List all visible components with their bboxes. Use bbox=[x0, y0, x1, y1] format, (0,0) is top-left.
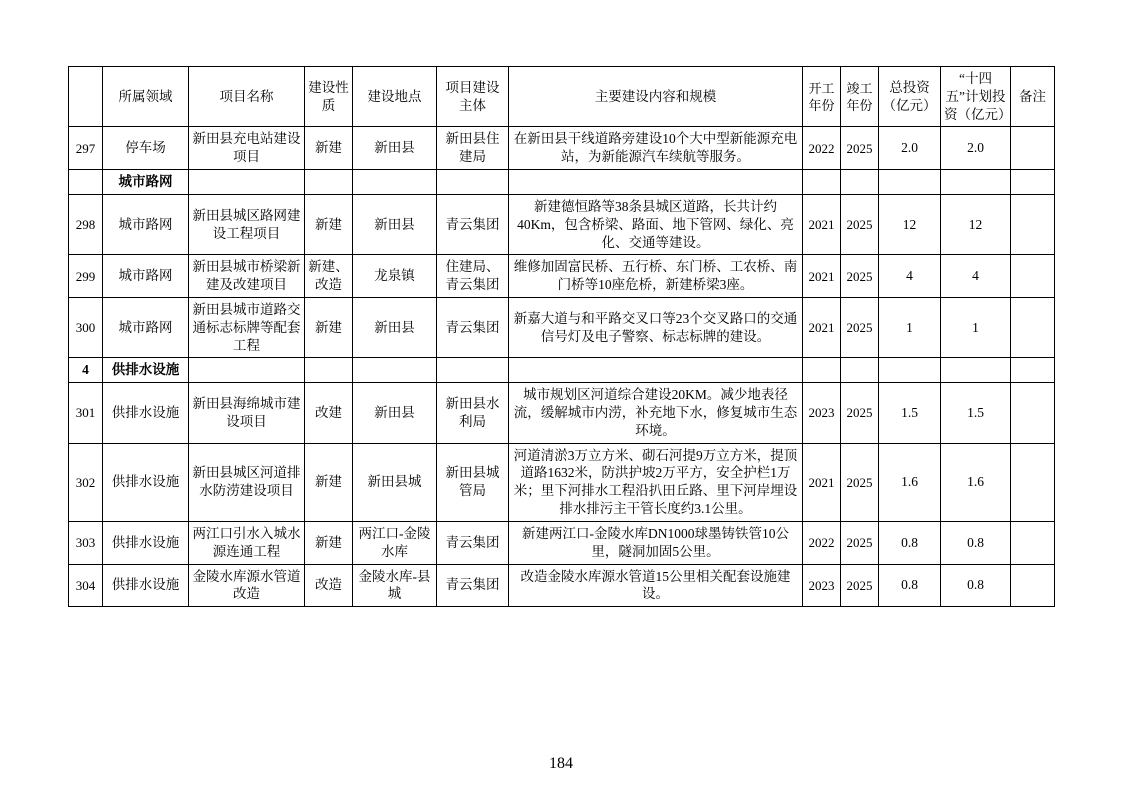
row-subject: 住建局、青云集团 bbox=[437, 255, 509, 298]
header-start-year: 开工年份 bbox=[803, 67, 841, 127]
row-place: 新田县 bbox=[353, 127, 437, 170]
row-remark bbox=[1011, 297, 1055, 357]
table-section-row bbox=[69, 358, 1055, 383]
section-content-blank bbox=[509, 358, 803, 383]
row-nature: 改造 bbox=[305, 564, 353, 607]
row-remark bbox=[1011, 127, 1055, 170]
row-start-year: 2021 bbox=[803, 194, 841, 254]
row-content: 城市规划区河道综合建设20KM。减少地表径流，缓解城市内涝，补充地下水，修复城市生态环境。 bbox=[509, 383, 803, 443]
row-end-year: 2025 bbox=[841, 255, 879, 298]
row-field: 供排水设施 bbox=[103, 564, 189, 607]
row-total-investment: 0.8 bbox=[879, 521, 941, 564]
row-nature: 新建 bbox=[305, 127, 353, 170]
row-plan-investment: 4 bbox=[941, 255, 1011, 298]
header-row bbox=[69, 67, 1055, 127]
row-subject: 青云集团 bbox=[437, 194, 509, 254]
section-label: 供排水设施 bbox=[103, 358, 189, 383]
header-subject: 项目建设主体 bbox=[437, 67, 509, 127]
row-subject: 新田县住建局 bbox=[437, 127, 509, 170]
row-total-investment: 12 bbox=[879, 194, 941, 254]
table-row bbox=[69, 194, 1055, 254]
row-start-year: 2023 bbox=[803, 383, 841, 443]
row-start-year: 2022 bbox=[803, 521, 841, 564]
row-nature: 新建 bbox=[305, 521, 353, 564]
row-project-name: 新田县城市道路交通标志标牌等配套工程 bbox=[189, 297, 305, 357]
header-index bbox=[69, 67, 103, 127]
header-total-investment: 总投资（亿元） bbox=[879, 67, 941, 127]
row-total-investment: 2.0 bbox=[879, 127, 941, 170]
section-nature-blank bbox=[305, 170, 353, 195]
row-field: 供排水设施 bbox=[103, 383, 189, 443]
section-name-blank bbox=[189, 170, 305, 195]
row-content: 维修加固富民桥、五行桥、东门桥、工农桥、南门桥等10座危桥，新建桥梁3座。 bbox=[509, 255, 803, 298]
row-project-name: 新田县城区路网建设工程项目 bbox=[189, 194, 305, 254]
page-number: 184 bbox=[549, 755, 573, 772]
header-remark: 备注 bbox=[1011, 67, 1055, 127]
section-content-blank bbox=[509, 170, 803, 195]
row-end-year: 2025 bbox=[841, 521, 879, 564]
row-index: 302 bbox=[69, 443, 103, 521]
row-place: 金陵水库-县城 bbox=[353, 564, 437, 607]
row-plan-investment: 1 bbox=[941, 297, 1011, 357]
row-nature: 新建、改造 bbox=[305, 255, 353, 298]
section-subject-blank bbox=[437, 170, 509, 195]
row-remark bbox=[1011, 194, 1055, 254]
header-field: 所属领域 bbox=[103, 67, 189, 127]
row-end-year: 2025 bbox=[841, 194, 879, 254]
section-total-blank bbox=[879, 170, 941, 195]
row-total-investment: 1.6 bbox=[879, 443, 941, 521]
row-subject: 青云集团 bbox=[437, 564, 509, 607]
row-end-year: 2025 bbox=[841, 564, 879, 607]
section-plan-blank bbox=[941, 358, 1011, 383]
section-total-blank bbox=[879, 358, 941, 383]
row-subject: 新田县水利局 bbox=[437, 383, 509, 443]
section-subject-blank bbox=[437, 358, 509, 383]
row-total-investment: 1 bbox=[879, 297, 941, 357]
row-content: 河道清淤3万立方米、砌石河提9万立方米，提顶道路1632米，防洪护坡2万平方，安全护栏1万米；里下河排水工程沿扒田丘路、里下河岸埋设排水排污主干管长度约3.1公里。 bbox=[509, 443, 803, 521]
row-content: 新建两江口-金陵水库DN1000球墨铸铁管10公里，隧洞加固5公里。 bbox=[509, 521, 803, 564]
row-place: 两江口-金陵水库 bbox=[353, 521, 437, 564]
row-project-name: 新田县充电站建设项目 bbox=[189, 127, 305, 170]
row-start-year: 2021 bbox=[803, 443, 841, 521]
row-start-year: 2021 bbox=[803, 297, 841, 357]
section-nature-blank bbox=[305, 358, 353, 383]
section-start-year-blank bbox=[803, 358, 841, 383]
section-remark-blank bbox=[1011, 170, 1055, 195]
row-remark bbox=[1011, 255, 1055, 298]
row-index: 298 bbox=[69, 194, 103, 254]
row-end-year: 2025 bbox=[841, 383, 879, 443]
table-row bbox=[69, 383, 1055, 443]
row-project-name: 新田县海绵城市建设项目 bbox=[189, 383, 305, 443]
table-body bbox=[69, 127, 1055, 607]
row-remark bbox=[1011, 383, 1055, 443]
row-end-year: 2025 bbox=[841, 127, 879, 170]
section-label: 城市路网 bbox=[103, 170, 189, 195]
row-field: 供排水设施 bbox=[103, 443, 189, 521]
row-plan-investment: 1.5 bbox=[941, 383, 1011, 443]
row-content: 新嘉大道与和平路交叉口等23个交叉路口的交通信号灯及电子警察、标志标牌的建设。 bbox=[509, 297, 803, 357]
table-row bbox=[69, 127, 1055, 170]
section-remark-blank bbox=[1011, 358, 1055, 383]
row-field: 城市路网 bbox=[103, 194, 189, 254]
row-nature: 新建 bbox=[305, 443, 353, 521]
row-remark bbox=[1011, 564, 1055, 607]
row-index: 300 bbox=[69, 297, 103, 357]
row-plan-investment: 12 bbox=[941, 194, 1011, 254]
section-number bbox=[69, 170, 103, 195]
row-plan-investment: 2.0 bbox=[941, 127, 1011, 170]
row-field: 供排水设施 bbox=[103, 521, 189, 564]
row-subject: 青云集团 bbox=[437, 297, 509, 357]
row-start-year: 2021 bbox=[803, 255, 841, 298]
row-nature: 改建 bbox=[305, 383, 353, 443]
row-nature: 新建 bbox=[305, 297, 353, 357]
table-row bbox=[69, 443, 1055, 521]
row-index: 297 bbox=[69, 127, 103, 170]
row-index: 301 bbox=[69, 383, 103, 443]
row-field: 城市路网 bbox=[103, 297, 189, 357]
table-row bbox=[69, 255, 1055, 298]
header-end-year: 竣工年份 bbox=[841, 67, 879, 127]
row-subject: 青云集团 bbox=[437, 521, 509, 564]
row-field: 停车场 bbox=[103, 127, 189, 170]
row-index: 304 bbox=[69, 564, 103, 607]
row-remark bbox=[1011, 521, 1055, 564]
row-total-investment: 1.5 bbox=[879, 383, 941, 443]
row-start-year: 2022 bbox=[803, 127, 841, 170]
row-end-year: 2025 bbox=[841, 297, 879, 357]
row-content: 改造金陵水库源水管道15公里相关配套设施建设。 bbox=[509, 564, 803, 607]
row-place: 新田县 bbox=[353, 194, 437, 254]
row-total-investment: 4 bbox=[879, 255, 941, 298]
section-number: 4 bbox=[69, 358, 103, 383]
section-plan-blank bbox=[941, 170, 1011, 195]
table-section-row bbox=[69, 170, 1055, 195]
section-start-year-blank bbox=[803, 170, 841, 195]
section-end-year-blank bbox=[841, 170, 879, 195]
row-project-name: 两江口引水入城水源连通工程 bbox=[189, 521, 305, 564]
row-project-name: 新田县城区河道排水防涝建设项目 bbox=[189, 443, 305, 521]
row-nature: 新建 bbox=[305, 194, 353, 254]
table-row bbox=[69, 297, 1055, 357]
section-place-blank bbox=[353, 358, 437, 383]
section-end-year-blank bbox=[841, 358, 879, 383]
table-header bbox=[69, 67, 1055, 127]
row-project-name: 金陵水库源水管道改造 bbox=[189, 564, 305, 607]
row-plan-investment: 0.8 bbox=[941, 521, 1011, 564]
row-remark bbox=[1011, 443, 1055, 521]
row-place: 新田县 bbox=[353, 297, 437, 357]
header-content: 主要建设内容和规模 bbox=[509, 67, 803, 127]
row-plan-investment: 1.6 bbox=[941, 443, 1011, 521]
row-content: 新建德恒路等38条县城区道路，长共计约40Km，包含桥梁、路面、地下管网、绿化、亮化、交通等建设。 bbox=[509, 194, 803, 254]
row-end-year: 2025 bbox=[841, 443, 879, 521]
section-name-blank bbox=[189, 358, 305, 383]
row-plan-investment: 0.8 bbox=[941, 564, 1011, 607]
header-name: 项目名称 bbox=[189, 67, 305, 127]
row-start-year: 2023 bbox=[803, 564, 841, 607]
header-nature: 建设性质 bbox=[305, 67, 353, 127]
row-index: 299 bbox=[69, 255, 103, 298]
row-field: 城市路网 bbox=[103, 255, 189, 298]
row-place: 新田县 bbox=[353, 383, 437, 443]
row-subject: 新田县城管局 bbox=[437, 443, 509, 521]
table-row bbox=[69, 564, 1055, 607]
row-total-investment: 0.8 bbox=[879, 564, 941, 607]
project-plan-table bbox=[68, 66, 1055, 607]
row-place: 龙泉镇 bbox=[353, 255, 437, 298]
row-project-name: 新田县城市桥梁新建及改建项目 bbox=[189, 255, 305, 298]
table-row bbox=[69, 521, 1055, 564]
header-plan-investment: “十四五”计划投资（亿元） bbox=[941, 67, 1011, 127]
section-place-blank bbox=[353, 170, 437, 195]
row-content: 在新田县干线道路旁建设10个大中型新能源充电站，为新能源汽车续航等服务。 bbox=[509, 127, 803, 170]
row-index: 303 bbox=[69, 521, 103, 564]
row-place: 新田县城 bbox=[353, 443, 437, 521]
header-place: 建设地点 bbox=[353, 67, 437, 127]
